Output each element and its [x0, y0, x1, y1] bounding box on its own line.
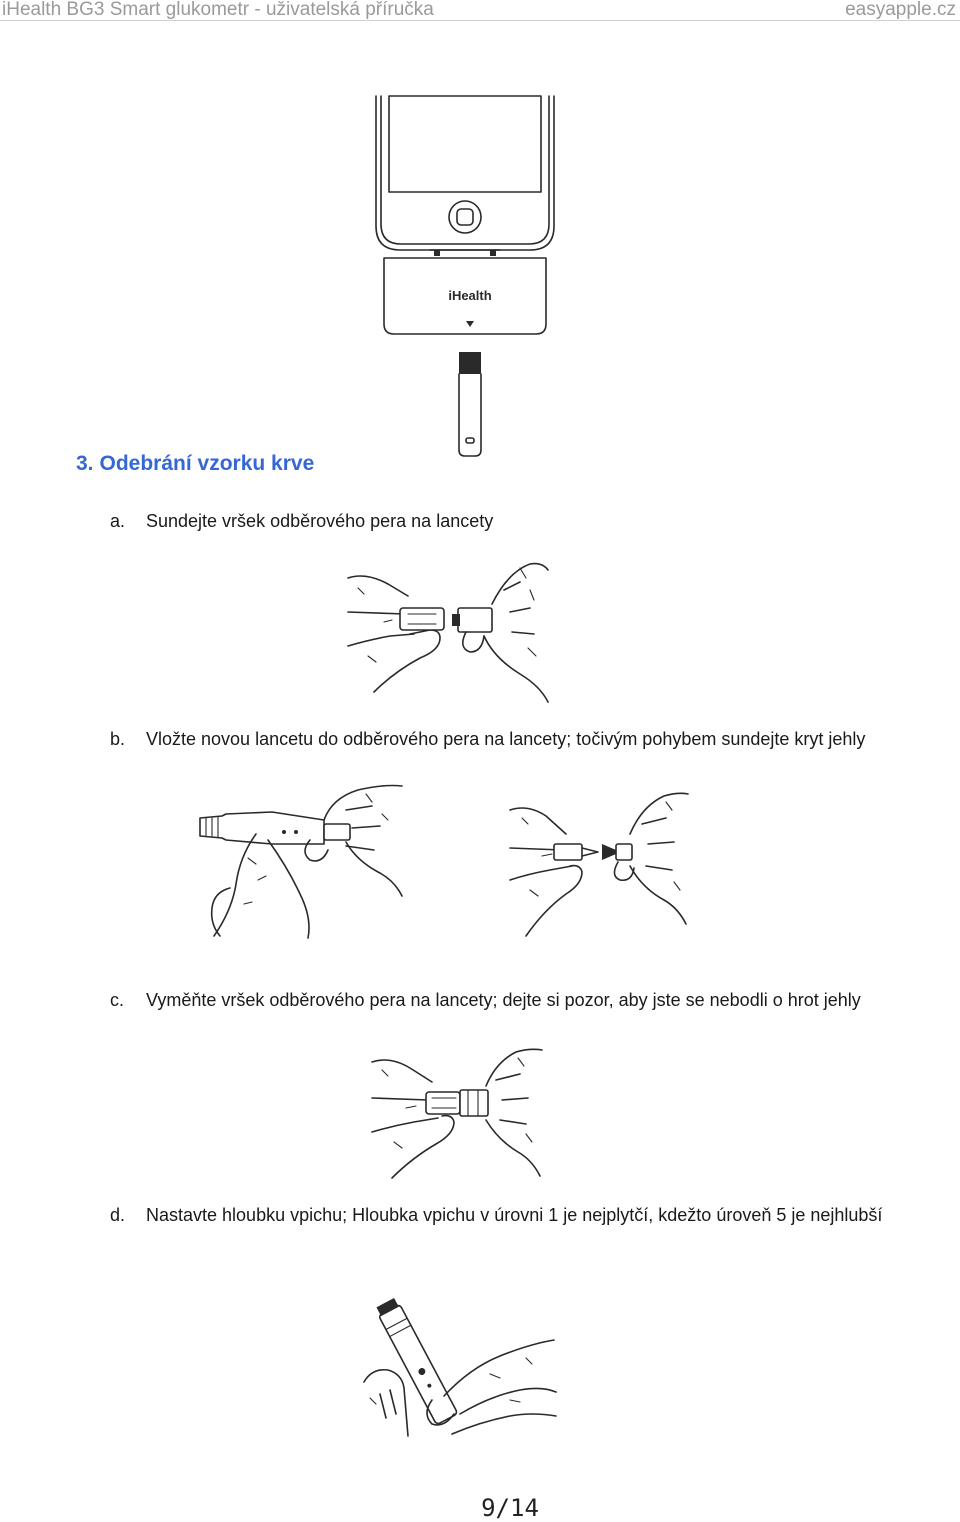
section-heading — [76, 452, 314, 476]
step-letter: d. — [110, 1205, 126, 1225]
insert-lancet-illustration — [196, 784, 406, 940]
section-number: 3. — [76, 452, 94, 475]
document-title: iHealth BG3 Smart glukometr - uživatelská příručka — [2, 0, 434, 20]
step-text: Vyměňte vršek odběrového pera na lancety; dejte si pozor, aby jste se nebodli o hrot jehly — [146, 990, 861, 1010]
set-depth-illustration — [360, 1298, 558, 1438]
step-text: Sundejte vršek odběrového pera na lancety — [146, 511, 494, 531]
step-text: Nastavte hloubku vpichu; Hloubka vpichu v úrovni 1 je nejplytčí, kdežto úroveň 5 je nejhlubší — [146, 1205, 883, 1225]
page-header — [0, 0, 960, 21]
step-letter: b. — [110, 729, 126, 749]
twist-cover-illustration — [506, 790, 690, 940]
meter-brand-label: iHealth — [448, 288, 492, 303]
section-title: Odebrání vzorku krve — [99, 452, 315, 475]
replace-cap-illustration — [368, 1048, 544, 1182]
page-number: 9/14 — [481, 1494, 539, 1522]
step-letter: a. — [110, 511, 126, 531]
site-name: easyapple.cz — [845, 0, 956, 20]
step-letter: c. — [110, 990, 125, 1010]
remove-cap-illustration — [344, 562, 552, 708]
step-text: Vložte novou lancetu do odběrového pera na lancety; točivým pohybem sundejte kryt jehly — [146, 729, 866, 749]
phone-glucometer-illustration — [370, 92, 560, 462]
